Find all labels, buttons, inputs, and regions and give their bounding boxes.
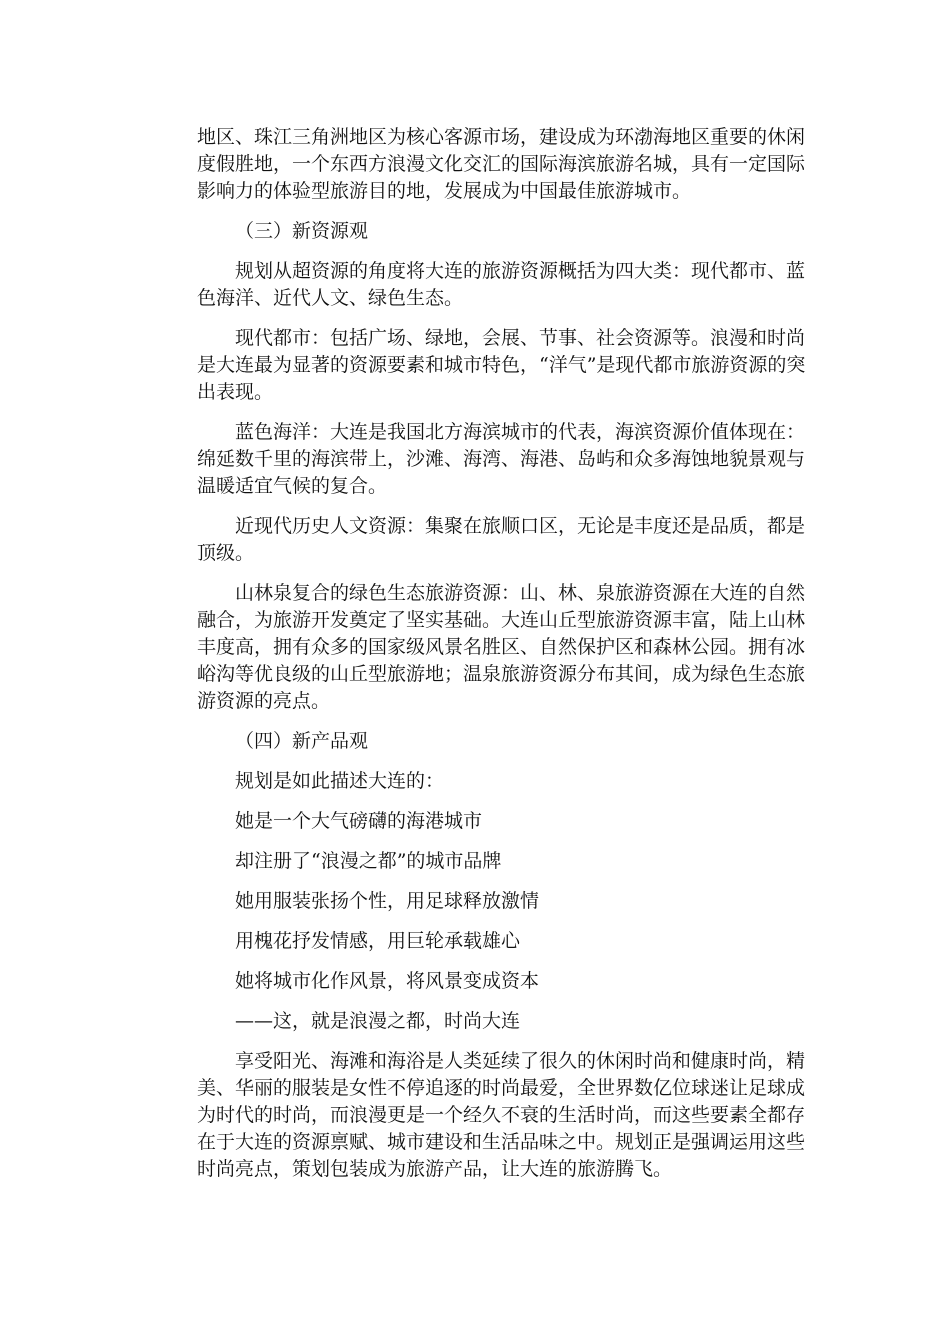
poem-line: 她是一个大气磅礴的海港城市 [235, 810, 483, 832]
paragraph-resource-categories: 规划从超资源的角度将大连的旅游资源概括为四大类：现代都市、蓝色海洋、近代人文、绿色生态。 [197, 260, 806, 309]
poem-line: 她将城市化作风景，将风景变成资本 [235, 970, 540, 992]
paragraph-historical-culture: 近现代历史人文资源：集聚在旅顺口区，无论是丰度还是品质，都是顶级。 [197, 515, 806, 564]
poem-line: 却注册了“浪漫之都”的城市品牌 [235, 850, 502, 872]
poem-line: 她用服装张扬个性，用足球释放激情 [235, 890, 540, 912]
poem-line: ——这，就是浪漫之都，时尚大连 [235, 1010, 521, 1032]
section-heading-new-resource-view: （三）新资源观 [235, 220, 369, 242]
paragraph-fashion-summary: 享受阳光、海滩和海浴是人类延续了很久的休闲时尚和健康时尚，精美、华丽的服装是女性不停追逐的时尚最爱，全世界数亿位球迷让足球成为时代的时尚，而浪漫更是一个经久不衰的生活时尚，而这些要素全都存在于大连的资源禀赋、城市建设和生活品味之中。规划正是强调运用这些时尚亮点，策划包装成为旅游产品，让大连的旅游腾飞。 [197, 1050, 806, 1180]
paragraph-green-ecology: 山林泉复合的绿色生态旅游资源：山、林、泉旅游资源在大连的自然融合，为旅游开发奠定了坚实基础。大连山丘型旅游资源丰富，陆上山林丰度高，拥有众多的国家级风景名胜区、自然保护区和森林公园。拥有冰峪沟等优良级的山丘型旅游地；温泉旅游资源分布其间，成为绿色生态旅游资源的亮点。 [197, 582, 806, 712]
section-heading-new-product-view: （四）新产品观 [235, 730, 369, 752]
paragraph-blue-ocean: 蓝色海洋：大连是我国北方海滨城市的代表，海滨资源价值体现在：绵延数千里的海滨带上，沙滩、海湾、海港、岛屿和众多海蚀地貌景观与温暖适宜气候的复合。 [197, 421, 806, 497]
paragraph-continuation: 地区、珠江三角洲地区为核心客源市场，建设成为环渤海地区重要的休闲度假胜地，一个东西方浪漫文化交汇的国际海滨旅游名城，具有一定国际影响力的体验型旅游目的地，发展成为中国最佳旅游城市。 [197, 126, 806, 202]
paragraph-modern-city: 现代都市：包括广场、绿地，会展、节事、社会资源等。浪漫和时尚是大连最为显著的资源要素和城市特色，“洋气”是现代都市旅游资源的突出表现。 [197, 327, 806, 403]
document-body [197, 124, 809, 1196]
poem-intro: 规划是如此描述大连的： [235, 770, 445, 792]
poem-line: 用槐花抒发情感，用巨轮承载雄心 [235, 930, 521, 952]
